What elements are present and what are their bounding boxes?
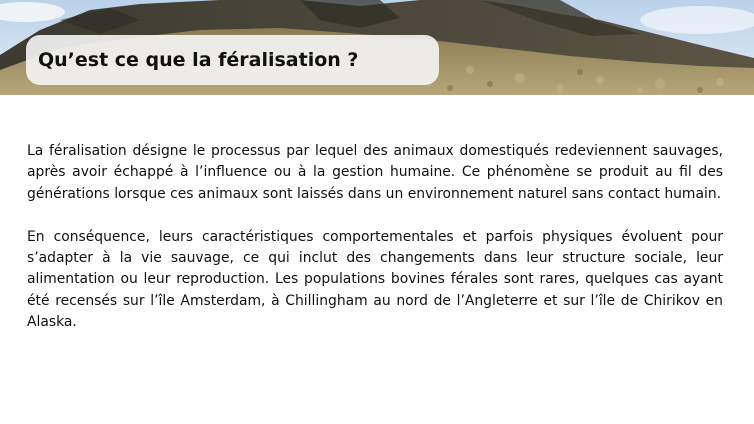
paragraph-definition: La féralisation désigne le processus par lequel des animaux domestiqués redeviennent sauvages, après avoir échappé à l’influence ou à la gestion humaine. Ce phénomène se produit au fil des générations lorsque ces animaux sont laissés dans un environnement naturel sans contact humain. [27, 143, 723, 202]
page-title: Qu’est ce que la féralisation ? [38, 49, 359, 71]
title-banner [26, 35, 439, 85]
paragraph-consequences: En conséquence, leurs caractéristiques comportementales et parfois physiques évoluent pour s’adapter à la vie sauvage, ce qui inclut des changements dans leur structure sociale, leur alimentation ou leur reproduction. Les populations bovines férales sont rares, quelques cas ayant été recensés sur l’île Amsterdam, à Chillingham au nord de l’Angleterre et sur l’île de Chirikov en Alaska. [27, 228, 723, 331]
article-body [27, 141, 723, 355]
